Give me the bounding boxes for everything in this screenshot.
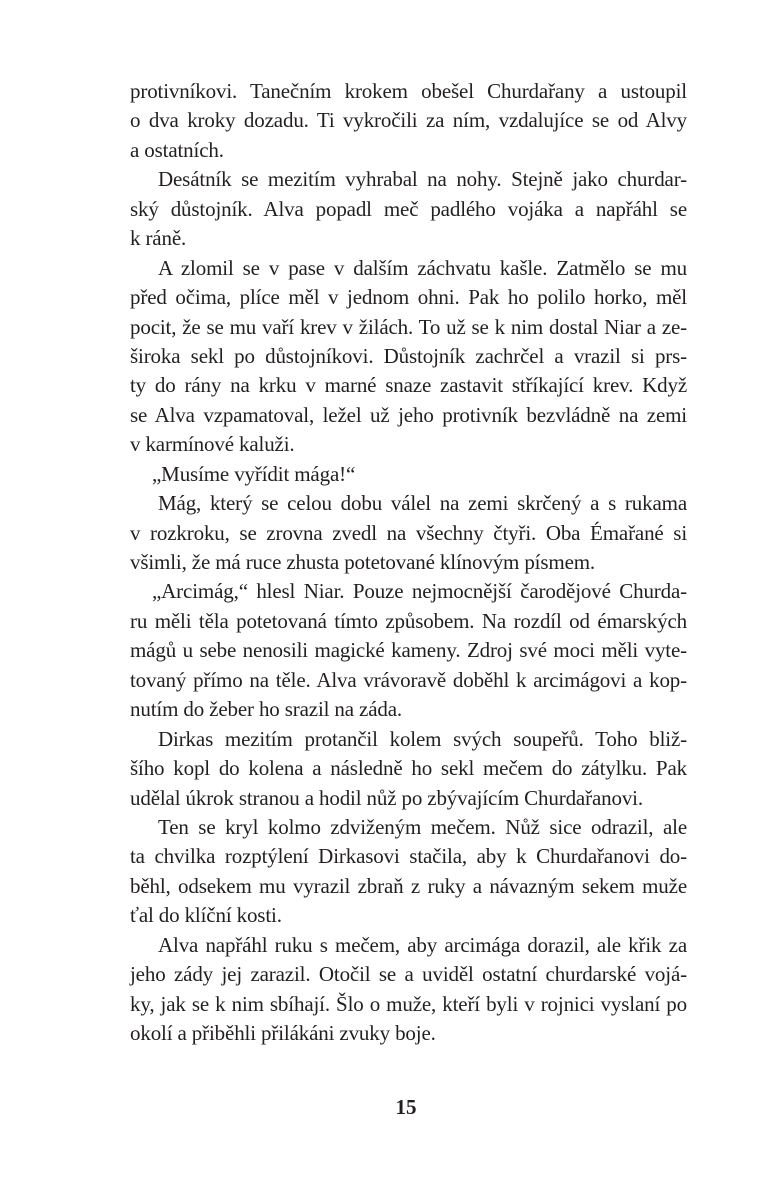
text-line: všimli, že má ruce zhusta potetované klínovým písmem.	[130, 550, 596, 574]
text-line: „Arcimág,“ hlesl Niar. Pouze nejmocnější čarodějové Churda-	[152, 579, 687, 604]
text-line: ťal do klíční kosti.	[130, 903, 282, 928]
text-line: Alva napřáhl ruku s mečem, aby arcimága dorazil, ale křik za	[158, 932, 687, 957]
text-line: mágů u sebe nenosili magické kameny. Zdroj své moci měli vyte-	[130, 638, 687, 663]
text-line: tovaný přímo na těle. Alva vrávoravě doběhl k arcimágovi a kop-	[130, 667, 687, 692]
text-line: ky, jak se k nim sbíhají. Šlo o muže, kteří byli v rojnici vyslaní po	[130, 991, 687, 1016]
text-line: „Musíme vyřídit mága!“	[152, 461, 356, 486]
text-line: Dirkas mezitím protančil kolem svých soupeřů. Toho bliž-	[158, 726, 687, 751]
page-number: 15	[395, 1095, 417, 1119]
text-line: šího kopl do kolena a následně ho sekl mečem do zátylku. Pak	[130, 756, 687, 781]
body-text	[130, 77, 687, 1048]
text-line: se Alva vzpamatoval, ležel už jeho protivník bezvládně na zemi	[130, 402, 687, 427]
text-line: ru měli těla potetovaná tímto způsobem. Na rozdíl od émarských	[130, 608, 687, 633]
text-line: a ostatních.	[130, 137, 224, 162]
text-line: v karmínové kaluži.	[130, 432, 295, 457]
text-line: o dva kroky dozadu. Ti vykročili za ním, vzdalujíce se od Alvy	[130, 108, 687, 133]
text-line: Mág, který se celou dobu válel na zemi skrčený a s rukama	[158, 491, 687, 516]
text-line: nutím do žeber ho srazil na záda.	[130, 697, 403, 722]
text-line: jeho zády jej zarazil. Otočil se a uviděl ostatní churdarské vojá-	[130, 962, 687, 987]
text-line: udělal úkrok stranou a hodil nůž po zbývajícím Churdařanovi.	[130, 785, 643, 810]
text-line: ty do rány na krku v marné snaze zastavit stříkající krev. Když	[130, 373, 687, 398]
text-line: okolí a přiběhli přilákáni zvuky boje.	[130, 1021, 436, 1045]
text-line: protivníkovi. Tanečním krokem obešel Churdařany a ustoupil	[130, 79, 687, 103]
text-line: v rozkroku, se zrovna zvedl na všechny čtyři. Oba Émařané si	[130, 520, 687, 545]
text-line: ský důstojník. Alva popadl meč padlého vojáka a napřáhl se	[130, 196, 687, 221]
text-line: Desátník se mezitím vyhrabal na nohy. Stejně jako churdar-	[158, 167, 687, 192]
text-line: běhl, odsekem mu vyrazil zbraň z ruky a návazným sekem muže	[130, 873, 687, 898]
text-line: ta chvilka rozptýlení Dirkasovi stačila, aby k Churdařanovi do-	[130, 844, 687, 869]
text-line: před očima, plíce měl v jednom ohni. Pak ho polilo horko, měl	[130, 285, 687, 310]
text-line: k ráně.	[130, 226, 187, 251]
text-line: Ten se kryl kolmo zdviženým mečem. Nůž sice odrazil, ale	[158, 814, 687, 839]
text-line: pocit, že se mu vaří krev v žilách. To už se k nim dostal Niar a ze-	[130, 314, 687, 339]
text-line: široka sekl po důstojníkovi. Důstojník zachrčel a vrazil si prs-	[130, 343, 687, 368]
text-line: A zlomil se v pase v dalším záchvatu kašle. Zatmělo se mu	[158, 255, 687, 280]
